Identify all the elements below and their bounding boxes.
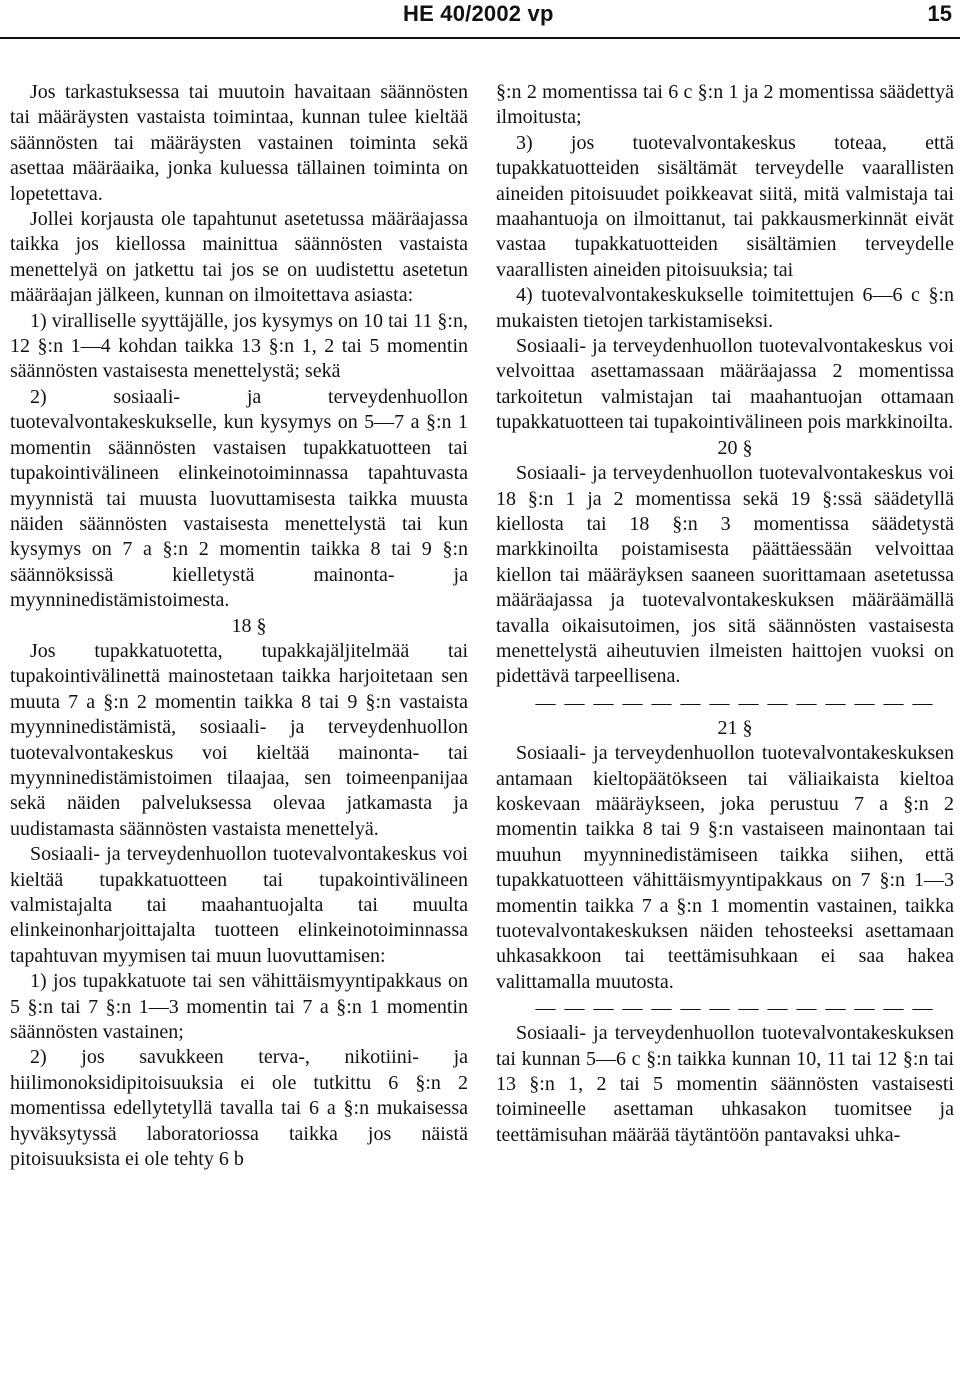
paragraph: Jos tarkastuksessa tai muutoin havaitaan säännösten tai määräysten vastaista toimintaa, kunnan tulee kieltää säännösten tai määräysten vastainen toiminta sekä asettaa määräaika, jonka kuluessa tällainen toiminta on lopetettava. [10, 81, 468, 205]
omission-dashes: — — — — — — — — — — — — — — [535, 691, 935, 714]
section-heading-20: 20 § [717, 436, 753, 459]
right-column [496, 80, 954, 1148]
paragraph: Sosiaali- ja terveydenhuollon tuotevalvontakeskuksen antamaan kieltopäätökseen tai väliaikaista kieltoa koskevaan määräykseen, joka perustuu 7 a §:n 2 momentin taikka 8 tai 9 §:n vastaiseen mainontaan tai muuhun myynninedistämiseen taikka siihen, että tupakkatuotteen vähittäismyyntipakkaus on 7 §:n 1—3 momentin taikka 7 a §:n 1 momentin vastainen, taikka tuotevalvontakeskuksen näiden tehosteeksi asettamaan uhkasakkoon tai teettämisuhkaan ei saa hakea valittamalla muutosta. [496, 742, 954, 993]
section-heading-21: 21 § [717, 716, 753, 739]
document-identifier: HE 40/2002 vp [403, 1, 554, 26]
list-item: 2) jos savukkeen terva-, nikotiini- ja hiilimonoksidipitoisuuksia ei ole tutkittu 6 §:n 2 momentissa edellytetyllä tavalla tai 6 a §:n mukaisessa hyväksytyssä laboratoriossa taikka jos näistä pitoisuuksista ei ole tehty 6 b [10, 1046, 468, 1171]
list-item: 1) jos tupakkatuote tai sen vähittäismyyntipakkaus on 5 §:n tai 7 §:n 1—3 momentin tai 7 a §:n 1 momentin säännösten vastainen; [10, 970, 468, 1044]
list-item: 2) sosiaali- ja terveydenhuollon tuotevalvontakeskukselle, kun kysymys on 5—7 a §:n 1 momentin säännösten vastaisen tupakkatuotteen tai tupakointivälineen elinkeinotoiminnassa tapahtuvasta myynnistä tai muusta luovuttamisesta taikka muusta näiden säännösten vastaisesta menettelystä tai kun kysymys on 7 a §:n 2 momentin taikka 8 tai 9 §:n säännöksissä kielletystä mainonta- ja myynninedistämistoimesta. [10, 385, 468, 612]
paragraph: Jos tupakkatuotetta, tupakkajäljitelmää tai tupakointivälinettä mainostetaan taikka harjoitetaan sen muuta 7 a §:n 2 momentin taikka 8 tai 9 §:n vastaista myynninedistämistä, sosiaali- ja terveydenhuollon tuotevalvontakeskus voi kieltää mainonta- tai myynninedistämistoimen tilaajaa, sen toimeenpanijaa sekä näiden palveluksessa olevaa jatkamasta ja uudistamasta säännösten vastaista menettelyä. [10, 639, 468, 840]
header-rule [0, 37, 960, 39]
page-number: 15 [927, 1, 952, 26]
paragraph: Sosiaali- ja terveydenhuollon tuotevalvontakeskus voi velvoittaa asettamassaan määräajassa 2 momentissa tarkoitetun valmistajan tai maahantuojan ottamaan tupakkatuotteen tai tupakointivälineen pois markkinoilta. [496, 335, 954, 434]
paragraph: Sosiaali- ja terveydenhuollon tuotevalvontakeskuksen tai kunnan 5—6 c §:n taikka kunnan 10, 11 tai 12 §:n tai 13 §:n 1, 2 tai 5 momentin säännösten vastaisesti toimineelle asettaman uhkasakon tuomitsee ja teettämisuhan määrää täytäntöön pantavaksi uhka- [496, 1022, 954, 1146]
page-header [0, 0, 960, 40]
paragraph: Jollei korjausta ole tapahtunut asetetussa määräajassa taikka jos kiellossa mainittua säännösten vastaista menettelyä on jatkettu tai jos se on uudistettu asetetun määräajan jälkeen, kunnan on ilmoitettava asiasta: [10, 208, 468, 307]
paragraph: Sosiaali- ja terveydenhuollon tuotevalvontakeskus voi 18 §:n 1 ja 2 momentissa sekä 19 §:ssä säädetyllä kiellosta tai 18 §:n 3 momentissa säädetystä markkinoilta poistamisesta päättäessään velvoittaa kiellon tai määräyksen saaneen suorittamaan asetetussa määräajassa ja tuotevalvontakeskuksen määräämällä tavalla oikaisutoimen, jos sitä säännösten vastaisesta menettelystä aiheutuvien ilmeisten haittojen vuoksi on pidettävä tarpeellisena. [496, 462, 954, 688]
omission-dashes: — — — — — — — — — — — — — — [535, 997, 935, 1020]
paragraph-continued: §:n 2 momentissa tai 6 c §:n 1 ja 2 momentissa säädettyä ilmoitusta; [496, 81, 954, 129]
list-item: 1) viralliselle syyttäjälle, jos kysymys on 10 tai 11 §:n, 12 §:n 1—4 kohdan taikka 13 §:n 1, 2 tai 5 momentin säännösten vastaisesta menettelystä; sekä [10, 309, 468, 383]
left-column [10, 80, 468, 1172]
list-item: 3) jos tuotevalvontakeskus toteaa, että tupakkatuotteiden sisältämät terveydelle vaarallisten aineiden pitoisuudet poikkeavat siitä, mitä valmistaja tai maahantuoja on ilmoittanut, tai pakkausmerkinnät eivät vastaa tupakkatuotteiden sisältämien terveydelle vaarallisten aineiden pitoisuuksia; tai [496, 131, 954, 281]
paragraph: Sosiaali- ja terveydenhuollon tuotevalvontakeskus voi kieltää tupakkatuotteen tai tupakointivälineen valmistajalta tai maahantuojalta tai muulta elinkeinonharjoittajalta tuotteen elinkeinotoiminnassa tapahtuvan myymisen tai muun luovuttamisen: [10, 843, 468, 967]
list-item: 4) tuotevalvontakeskukselle toimitettujen 6—6 c §:n mukaisten tietojen tarkistamiseksi. [496, 284, 954, 332]
section-heading-18: 18 § [231, 614, 267, 637]
